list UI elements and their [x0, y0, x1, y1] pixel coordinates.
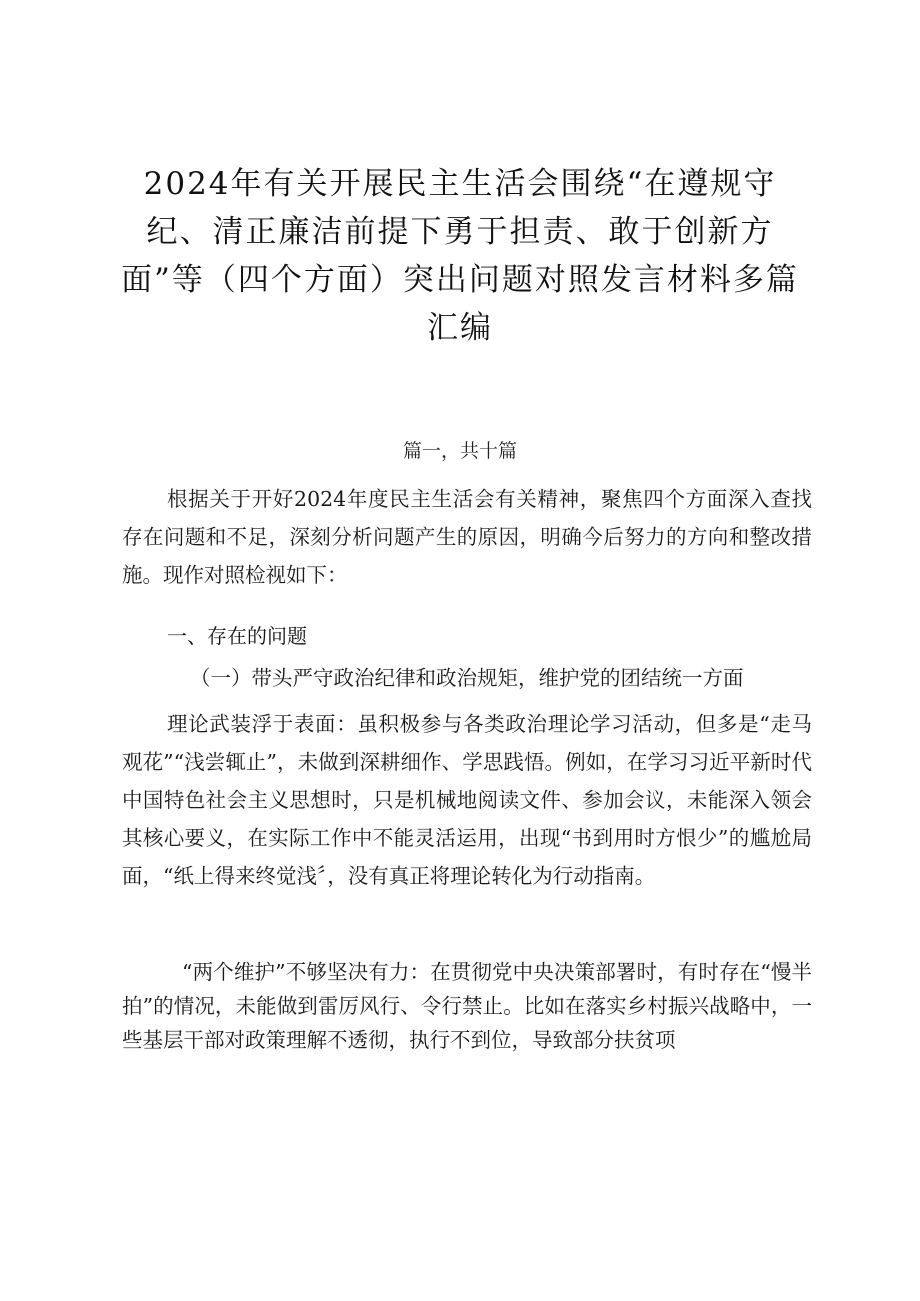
document-title: 2024年有关开展民主生活会围绕“在遵规守纪、清正廉洁前提下勇于担责、敢于创新方面”等（四个方面）突出问题对照发言材料多篇汇编	[121, 166, 799, 346]
body-paragraph-two-maintenances: “两个维护”不够坚决有力：在贯彻党中央决策部署时，有时存在“慢半拍”的情况，未能做到雷厉风行、令行禁止。比如在落实乡村振兴战略中，一些基层干部对政策理解不透彻，执行不到位，导致部分扶贫项	[122, 960, 812, 1052]
intro-paragraph: 根据关于开好2024年度民主生活会有关精神，聚焦四个方面深入查找存在问题和不足，深刻分析问题产生的原因，明确今后努力的方向和整改措施。现作对照检视如下：	[122, 487, 812, 587]
section-heading: 一、存在的问题	[167, 624, 307, 648]
sub-heading: （一）带头严守政治纪律和政治规矩，维护党的团结统一方面	[190, 666, 744, 690]
document-subtitle: 篇一，共十篇	[402, 440, 517, 462]
body-paragraph-theory: 理论武装浮于表面：虽积极参与各类政治理论学习活动，但多是“走马观花”“浅尝辄止”，未做到深耕细作、学思践悟。例如，在学习习近平新时代中国特色社会主义思想时，只是机械地阅读文件、参加会议，未能深入领会其核心要义，在实际工作中不能灵活运用，出现“书到用时方恨少”的尴尬局面，“纸上得来终觉浅〞，没有真正将理论转化为行动指南。	[122, 712, 812, 888]
